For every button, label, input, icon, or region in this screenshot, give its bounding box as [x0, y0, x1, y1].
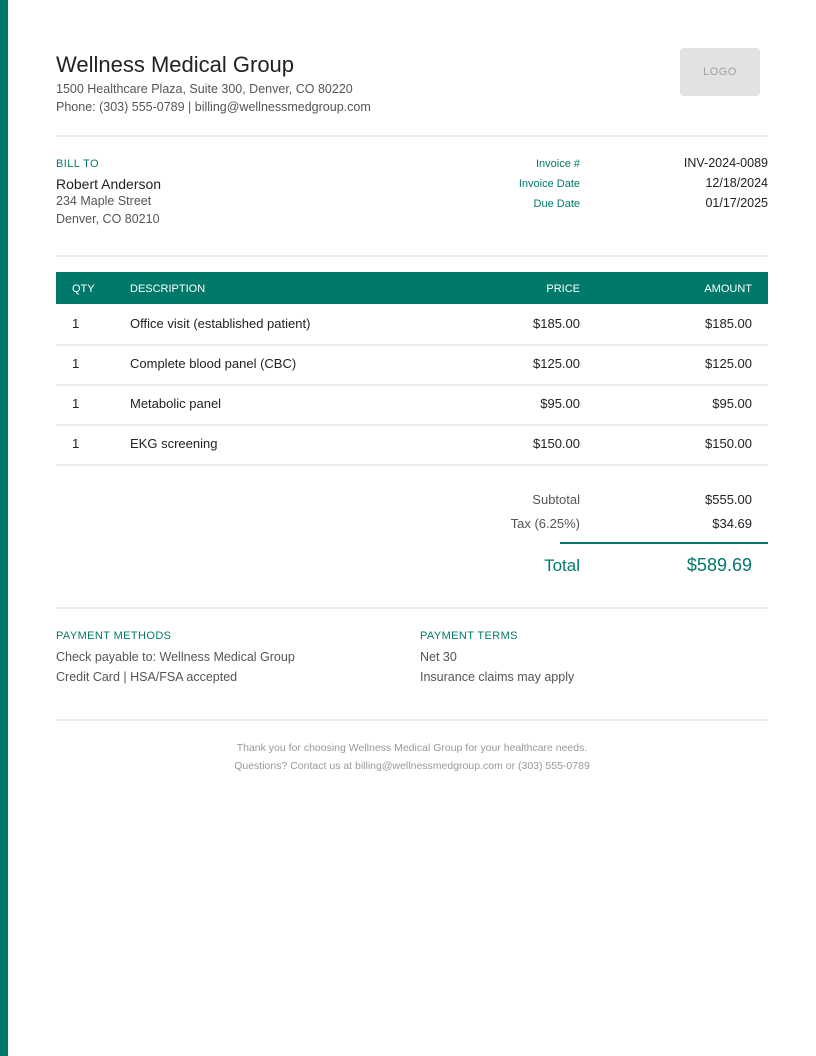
- column-header-amount: AMOUNT: [704, 283, 752, 295]
- payment-terms-label: PAYMENT TERMS: [420, 630, 518, 642]
- table-row: [56, 424, 768, 466]
- table-row: [56, 304, 768, 346]
- invoice-date-label: Invoice Date: [518, 178, 580, 190]
- invoice-date-value: 12/18/2024: [705, 176, 768, 190]
- totals-divider: [56, 607, 768, 609]
- row-qty: 1: [72, 436, 80, 451]
- payment-methods-label: PAYMENT METHODS: [56, 630, 172, 642]
- subtotal-label: Subtotal: [532, 492, 580, 507]
- payment-terms-line: Insurance claims may apply: [420, 670, 575, 684]
- logo-text: LOGO: [703, 66, 737, 78]
- bill-to-label: BILL TO: [56, 158, 99, 170]
- row-qty: 1: [72, 316, 80, 331]
- payment-method-line: Check payable to: Wellness Medical Group: [56, 650, 295, 664]
- company-address: 1500 Healthcare Plaza, Suite 300, Denver, CO 80220: [56, 82, 353, 96]
- billing-divider: [56, 255, 768, 257]
- row-amount: $185.00: [705, 316, 752, 331]
- column-header-description: DESCRIPTION: [130, 283, 206, 295]
- footer-thanks: Thank you for choosing Wellness Medical Group for your healthcare needs.: [236, 742, 588, 754]
- total-label: Total: [544, 556, 580, 575]
- row-description: Complete blood panel (CBC): [130, 356, 297, 371]
- total-value: $589.69: [686, 555, 752, 575]
- column-header-price: PRICE: [546, 283, 580, 295]
- row-description: Metabolic panel: [130, 396, 222, 411]
- table-row: [56, 384, 768, 426]
- row-amount: $95.00: [712, 396, 752, 411]
- bill-to-city: Denver, CO 80210: [56, 212, 160, 226]
- row-description: EKG screening: [130, 436, 218, 451]
- due-date-value: 01/17/2025: [705, 196, 768, 210]
- tax-label: Tax (6.25%): [510, 516, 580, 531]
- row-price: $185.00: [533, 316, 580, 331]
- row-description: Office visit (established patient): [130, 316, 311, 331]
- bill-to-name: Robert Anderson: [56, 176, 162, 192]
- row-price: $95.00: [540, 396, 580, 411]
- header-divider: [56, 135, 768, 137]
- company-name: Wellness Medical Group: [56, 52, 295, 77]
- invoice-number-value: INV-2024-0089: [683, 156, 768, 170]
- tax-value: $34.69: [712, 516, 752, 531]
- total-rule: [560, 542, 768, 544]
- company-contact: Phone: (303) 555-0789 | billing@wellnessmedgroup.com: [56, 100, 371, 114]
- row-price: $150.00: [533, 436, 580, 451]
- row-price: $125.00: [533, 356, 580, 371]
- payment-divider: [56, 719, 768, 721]
- invoice-number-label: Invoice #: [535, 158, 580, 170]
- column-header-qty: QTY: [72, 283, 95, 295]
- items-table-header: [56, 272, 768, 304]
- table-row: [56, 344, 768, 386]
- subtotal-value: $555.00: [705, 492, 752, 507]
- payment-method-line: Credit Card | HSA/FSA accepted: [56, 670, 238, 684]
- row-amount: $125.00: [705, 356, 752, 371]
- bill-to-street: 234 Maple Street: [56, 194, 152, 208]
- due-date-label: Due Date: [533, 198, 580, 210]
- row-qty: 1: [72, 356, 80, 371]
- accent-sidebar-bar: [0, 0, 8, 1056]
- row-amount: $150.00: [705, 436, 752, 451]
- payment-terms-line: Net 30: [420, 650, 457, 664]
- logo-placeholder: [680, 48, 760, 96]
- footer-contact: Questions? Contact us at billing@wellnessmedgroup.com or (303) 555-0789: [234, 760, 590, 772]
- row-qty: 1: [72, 396, 80, 411]
